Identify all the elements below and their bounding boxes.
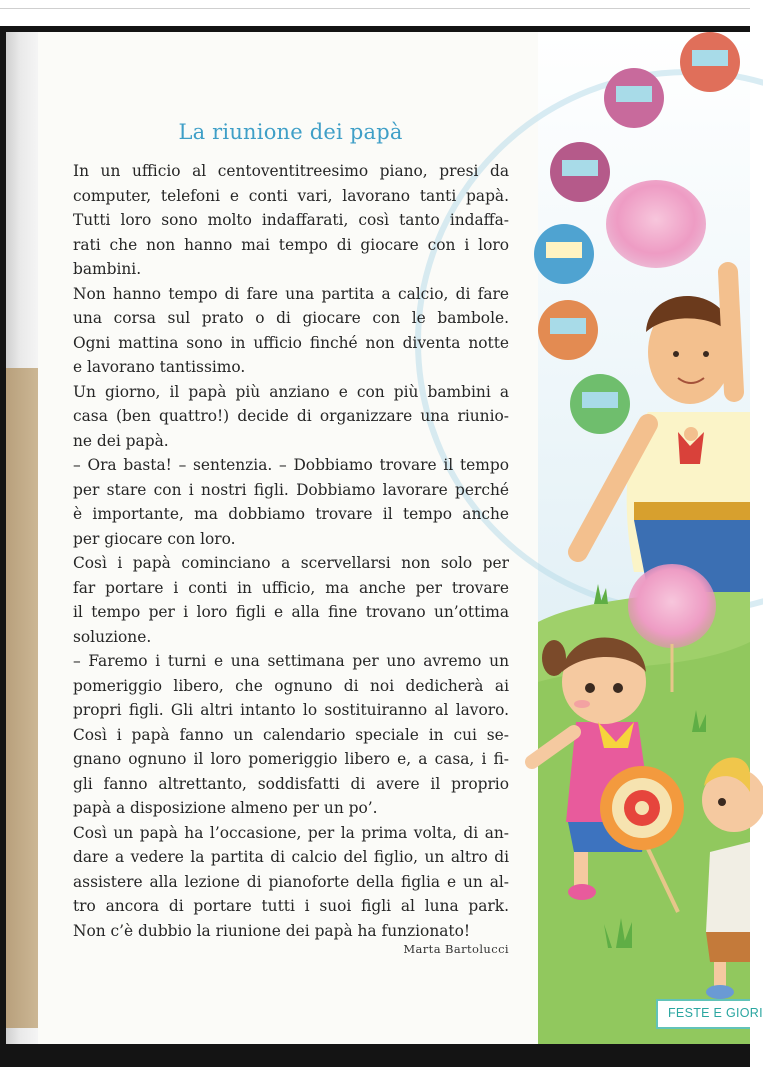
story-line: Così un papà ha l’occasione, per la prima volta, di an- xyxy=(73,823,509,842)
story-line: pomeriggio libero, che ognuno di noi dedicherà ai xyxy=(73,676,509,695)
story-line: tro ancora di portare tutti i suoi figli al luna park. xyxy=(73,897,509,915)
author-signature: Marta Bartolucci xyxy=(403,942,509,956)
story-line: papà a disposizione almeno per un po’. xyxy=(73,799,378,817)
story-line: soluzione. xyxy=(73,627,152,646)
scan-edge-line xyxy=(0,8,750,9)
story-line: per stare con i nostri figli. Dobbiamo lavorare perché xyxy=(73,480,509,499)
story-line: Così i papà fanno un calendario speciale in cui se- xyxy=(73,725,509,744)
story-line: per giocare con loro. xyxy=(73,529,236,548)
story-line: gli fanno altrettanto, soddisfatti di avere il proprio xyxy=(73,774,509,793)
cotton-candy-girl xyxy=(628,564,716,648)
story-line: è importante, ma dobbiamo trovare il tempo anche xyxy=(73,505,509,523)
illustration-canvas xyxy=(538,32,750,1044)
page-title: La riunione dei papà xyxy=(178,120,403,144)
story-body xyxy=(73,159,509,943)
story-line: e lavorano tantissimo. xyxy=(73,358,246,376)
story-line: – Faremo i turni e una settimana per uno avremo un xyxy=(73,652,509,670)
story-line: computer, telefoni e conti vari, lavorano tanti papà. xyxy=(73,186,509,205)
story-line: far portare i conti in ufficio, ma anche per trovare xyxy=(73,578,509,597)
story-line: il tempo per i loro figli e alla fine trovano un’ottima xyxy=(73,603,509,621)
story-line: gnano ognuno il loro pomeriggio libero e, a casa, i fi- xyxy=(73,750,509,768)
story-line: Non hanno tempo di fare una partita a calcio, di fare xyxy=(73,284,509,303)
story-line: Un giorno, il papà più anziano e con più bambini a xyxy=(73,382,509,401)
story-line: Ogni mattina sono in ufficio finché non diventa notte xyxy=(73,333,509,352)
cotton-candy-father xyxy=(606,180,706,268)
footer-section-label: FESTE E GIORI xyxy=(668,1006,763,1020)
story-line: bambini. xyxy=(73,260,142,278)
story-line: propri figli. Gli altri intanto lo sostituiranno al lavoro. xyxy=(73,701,509,719)
story-line: rati che non hanno mai tempo di giocare con i loro xyxy=(73,235,509,254)
story-line: una corsa sul prato o di giocare con le bambole. xyxy=(73,309,509,327)
illustration xyxy=(538,32,750,1044)
story-line: dare a vedere la partita di calcio del figlio, un altro di xyxy=(73,848,509,866)
story-line: ne dei papà. xyxy=(73,431,169,450)
story-line: Non c’è dubbio la riunione dei papà ha funzionato! xyxy=(73,921,471,940)
book-page xyxy=(38,32,763,1044)
story-line: In un ufficio al centoventitreesimo piano, presi da xyxy=(73,162,509,180)
story-line: casa (ben quattro!) decide di organizzare una riunio- xyxy=(73,407,509,425)
story-line: assistere alla lezione di pianoforte della figlia e un al- xyxy=(73,872,509,891)
facing-page-edge xyxy=(6,368,40,1028)
story-line: Tutti loro sono molto indaffarati, così tanto indaffa- xyxy=(73,211,509,229)
story-line: – Ora basta! – sentenzia. – Dobbiamo trovare il tempo xyxy=(73,456,509,474)
story-line: Così i papà cominciano a scervellarsi non solo per xyxy=(73,554,509,572)
